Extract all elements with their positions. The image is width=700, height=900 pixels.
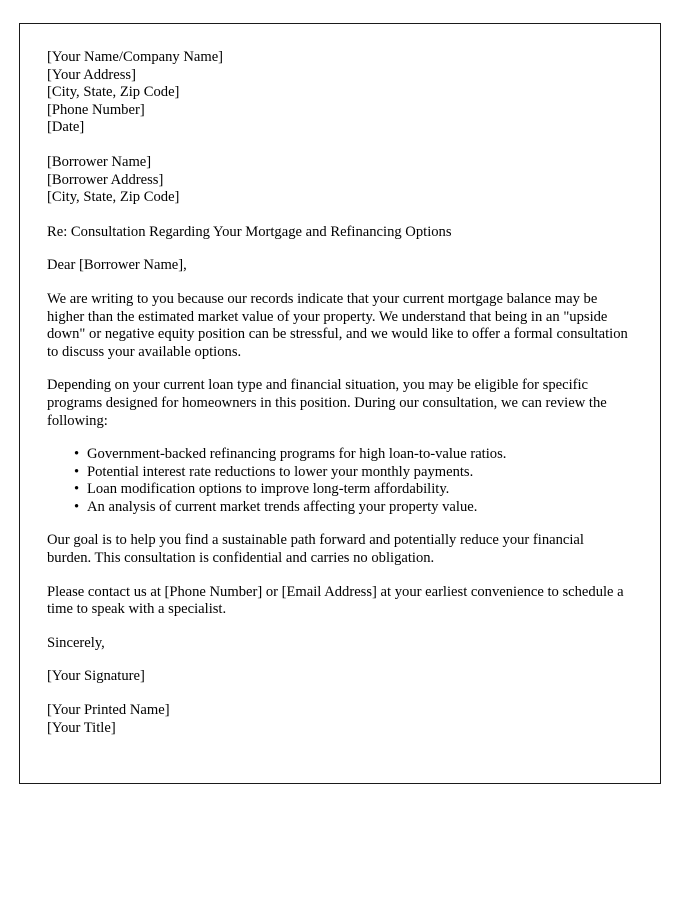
list-item bbox=[47, 481, 631, 499]
salutation: Dear [Borrower Name], bbox=[47, 257, 187, 274]
signer-title: [Your Title] bbox=[47, 719, 116, 736]
spacer bbox=[47, 686, 631, 702]
spacer bbox=[47, 275, 631, 291]
recipient-address-block bbox=[47, 154, 631, 207]
spacer bbox=[47, 207, 631, 224]
list-item-label: Government-backed refinancing programs for high loan-to-value ratios. bbox=[87, 446, 507, 463]
printed-name: [Your Printed Name] bbox=[47, 702, 170, 719]
spacer bbox=[47, 361, 631, 377]
spacer bbox=[47, 137, 631, 154]
sender-line: [Your Address] bbox=[47, 66, 136, 83]
sender-address-block bbox=[47, 49, 631, 137]
sender-line: [Your Name/Company Name] bbox=[47, 49, 224, 65]
spacer bbox=[47, 652, 631, 668]
list-item-label: An analysis of current market trends affecting your property value. bbox=[87, 498, 478, 515]
sender-line: [City, State, Zip Code] bbox=[47, 84, 180, 101]
spacer bbox=[47, 430, 631, 446]
body-paragraph-4: Please contact us at [Phone Number] or [Email Address] at your earliest convenience to schedule a time to speak with a specialist. bbox=[47, 583, 624, 618]
letter-page-frame bbox=[19, 23, 661, 784]
spacer bbox=[47, 568, 631, 584]
subject-line: Re: Consultation Regarding Your Mortgage and Refinancing Options bbox=[47, 223, 452, 240]
sender-line: [Date] bbox=[47, 119, 85, 136]
list-item bbox=[47, 446, 631, 464]
recipient-line: [Borrower Address] bbox=[47, 171, 164, 188]
list-item bbox=[47, 464, 631, 482]
body-paragraph-1: We are writing to you because our records indicate that your current mortgage balance may be higher than the estimated market value of your property. We understand that being in an "upside down" or negative equity position can be stressful, and we would like to offer a formal consultation to discuss your available options. bbox=[47, 290, 628, 360]
bullet-icon: • bbox=[74, 446, 80, 463]
recipient-line: [City, State, Zip Code] bbox=[47, 189, 180, 206]
list-item-label: Potential interest rate reductions to lower your monthly payments. bbox=[87, 463, 474, 480]
list-item bbox=[47, 499, 631, 517]
closing-salutation: Sincerely, bbox=[47, 634, 105, 651]
signature-placeholder: [Your Signature] bbox=[47, 668, 145, 685]
list-item-label: Loan modification options to improve long-term affordability. bbox=[87, 481, 450, 498]
spacer bbox=[47, 619, 631, 635]
bullet-icon: • bbox=[74, 481, 80, 498]
letter-content bbox=[47, 49, 631, 737]
body-paragraph-3: Our goal is to help you find a sustainable path forward and potentially reduce your financial burden. This consultation is confidential and carries no obligation. bbox=[47, 532, 584, 567]
signer-identity-block bbox=[47, 702, 631, 737]
bullet-icon: • bbox=[74, 463, 80, 480]
options-list bbox=[47, 446, 631, 516]
bullet-icon: • bbox=[74, 498, 80, 515]
recipient-line: [Borrower Name] bbox=[47, 153, 152, 170]
body-paragraph-2: Depending on your current loan type and financial situation, you may be eligible for specific programs designed for homeowners in this position. During our consultation, we can review the following: bbox=[47, 377, 607, 429]
spacer bbox=[47, 516, 631, 532]
sender-line: [Phone Number] bbox=[47, 101, 145, 118]
spacer bbox=[47, 241, 631, 257]
